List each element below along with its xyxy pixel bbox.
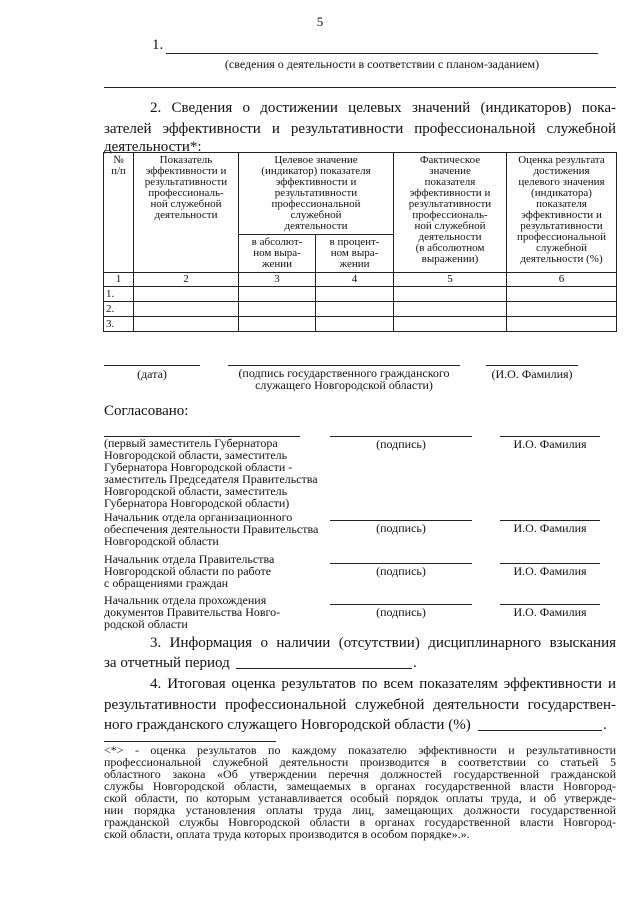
header-no: № п/п bbox=[104, 153, 134, 273]
approver-signature-1: (подпись) bbox=[376, 437, 426, 451]
footnote: <*> - оценка результатов по каждому показателю эффективности и результативности профессиональной служебной деятельности производится в соответствии со статьей 5 областного закона «Об утверждении перечня должностей государственной гражданской службы Новгородской области, замещаемых в органах государственной власти Новгород- ской области, по которым устанавливается особый порядок оплаты труда, и об утвержде- нии порядка установления оплаты труда лиц, замещающих должности государственной гражданской службы Новгородской области в органах государственной власти Новгород- ской области, оплата труда которых производится в особом порядке».». bbox=[104, 743, 616, 841]
section1-fill-line bbox=[166, 53, 598, 54]
section3-line1: 3. Информация о наличии (отсутствии) дисциплинарного взыскания bbox=[150, 635, 616, 651]
approver-position-3: Начальник отдела Правительства Новгородской области по работе с обращениями граждан bbox=[104, 552, 275, 590]
section4-line1: 4. Итоговая оценка результатов по всем показателям эффективности и bbox=[150, 676, 616, 692]
approver-name-4: И.О. Фамилия bbox=[513, 605, 587, 619]
header-target-abs: в абсолют- ном выра- жении bbox=[239, 235, 316, 273]
section2-line1: 2. Сведения о достижении целевых значений (индикаторов) пока- bbox=[150, 100, 616, 116]
indicators-table bbox=[103, 152, 617, 332]
footnote-separator bbox=[104, 741, 276, 742]
table-column-numbers bbox=[104, 273, 617, 287]
date-line bbox=[104, 365, 200, 366]
section3-line2: за отчетный период bbox=[104, 655, 230, 671]
header-target-pct: в процент- ном выра- жении bbox=[316, 235, 394, 273]
section2-line2: зателей эффективности и результативности профессиональной служебной bbox=[104, 121, 616, 137]
column-number: 6 bbox=[507, 273, 617, 287]
column-number: 5 bbox=[394, 273, 507, 287]
row-number: 2. bbox=[104, 302, 134, 317]
row-number: 3. bbox=[104, 317, 134, 332]
section1-second-line bbox=[104, 87, 616, 88]
approver-position-4: Начальник отдела прохождения документов Правительства Новго- родской области bbox=[104, 593, 281, 631]
approver-signature-4: (подпись) bbox=[376, 605, 426, 619]
section4-line3: ного гражданского служащего Новгородской области (%) bbox=[104, 717, 471, 733]
section1-caption: (сведения о деятельности в соответствии с планом-заданием) bbox=[224, 57, 540, 71]
row-number: 1. bbox=[104, 287, 134, 302]
approver-signature-3: (подпись) bbox=[376, 564, 426, 578]
approver-name-1: И.О. Фамилия bbox=[513, 437, 587, 451]
table-row bbox=[104, 287, 617, 302]
column-number: 1 bbox=[104, 273, 134, 287]
approver-position-1: (первый заместитель Губернатора Новгородской области, заместитель Губернатора Новгородской области - заместитель Председателя Правительства Новгородской области, заместитель Губернатора Новгородской области) bbox=[104, 436, 318, 510]
section4-end: . bbox=[603, 717, 607, 733]
table-row bbox=[104, 302, 617, 317]
header-indicator: Показатель эффективности и результативности профессиональ- ной служебной деятельности bbox=[134, 153, 239, 273]
header-target: Целевое значение (индикатор) показателя эффективности и результативности профессиональной служебной деятельности bbox=[239, 153, 394, 235]
column-number: 4 bbox=[316, 273, 394, 287]
approver-position-2: Начальник отдела организационного обеспечения деятельности Правительства Новгородской области bbox=[104, 510, 319, 548]
section4-line2: результативности профессиональной служебной деятельности государствен- bbox=[104, 697, 616, 713]
header-assessment: Оценка результата достижения целевого значения (индикатора) показателя эффективности и результативности профессиональной служебной деятельности (%) bbox=[507, 153, 617, 273]
section4-fill-line bbox=[478, 730, 602, 731]
approved-title: Согласовано: bbox=[104, 403, 189, 419]
section3-end: . bbox=[413, 655, 417, 671]
name-line bbox=[486, 365, 578, 366]
approver-name-3: И.О. Фамилия bbox=[513, 564, 587, 578]
header-actual: Фактическое значение показателя эффективности и результативности профессиональ- ной служебной деятельности (в абсолютном выражении) bbox=[394, 153, 507, 273]
section1-number: 1. bbox=[152, 37, 164, 53]
table-row bbox=[104, 317, 617, 332]
approver-name-2: И.О. Фамилия bbox=[513, 521, 587, 535]
section3-fill-line bbox=[236, 668, 412, 669]
name-caption: (И.О. Фамилия) bbox=[491, 367, 573, 381]
column-number: 2 bbox=[134, 273, 239, 287]
page-number: 5 bbox=[316, 14, 324, 29]
section2-line3: деятельности*: bbox=[104, 139, 202, 155]
date-caption: (дата) bbox=[137, 367, 167, 381]
table-header-row bbox=[104, 153, 617, 235]
column-number: 3 bbox=[239, 273, 316, 287]
approver-signature-2: (подпись) bbox=[376, 521, 426, 535]
signature-caption: (подпись государственного гражданского служащего Новгородской области) bbox=[238, 366, 450, 392]
